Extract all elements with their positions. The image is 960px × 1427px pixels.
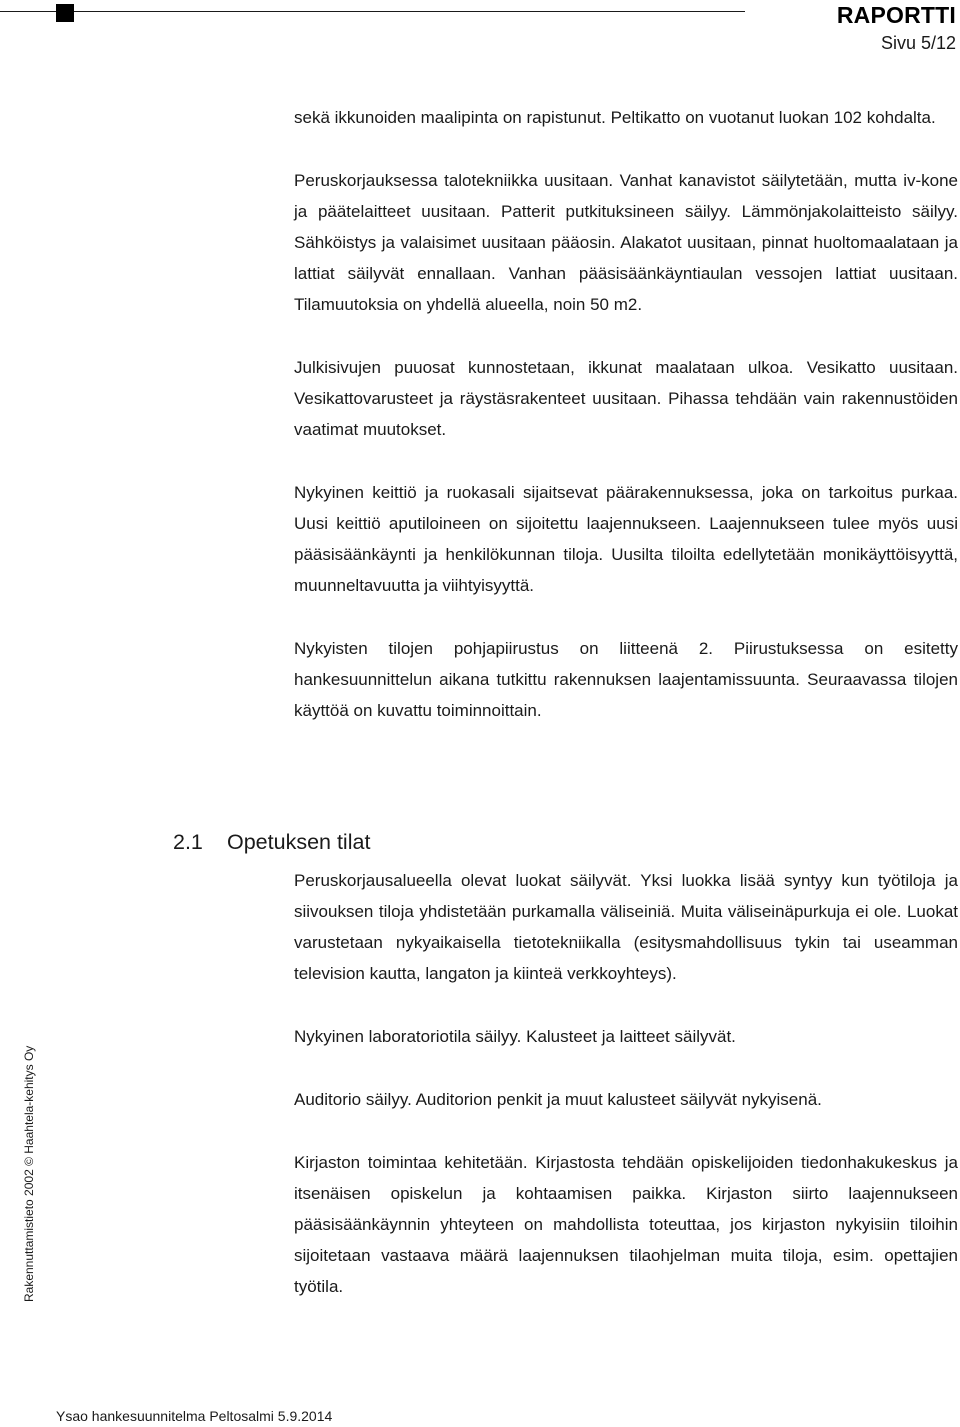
header-logo-square xyxy=(56,4,74,22)
report-title: RAPORTTI xyxy=(836,2,956,28)
paragraph: Kirjaston toimintaa kehitetään. Kirjastosta tehdään opiskelijoiden tiedonhakukeskus ja itsenäisen opiskelun ja kohtaamisen paikka. Kirjaston siirto laajennukseen pääsisäänkäynnin yhteyteen on mahdollista toteuttaa, jos kirjaston nykyisiin tiloihin sijoitetaan vastaava määrä laajennuksen tilaohjelman muita tiloja, esim. opettajien työtila. xyxy=(294,1153,958,1296)
section-title: Opetuksen tilat xyxy=(227,830,371,854)
paragraph: Julkisivujen puuosat kunnostetaan, ikkunat maalataan ulkoa. Vesikatto uusitaan. Vesikattovarusteet ja räystäsrakenteet uusitaan. Pihassa tehdään vain rakennustöiden vaatimat muutokset. xyxy=(294,358,958,439)
footer-text: Ysao hankesuunnitelma Peltosalmi 5.9.2014 xyxy=(56,1408,333,1424)
paragraph: Nykyinen laboratoriotila säilyy. Kalusteet ja laitteet säilyvät. xyxy=(294,1027,736,1046)
section-body-text xyxy=(294,865,958,1334)
section-number: 2.1 xyxy=(173,830,203,854)
paragraph: Peruskorjausalueella olevat luokat säilyvät. Yksi luokka lisää syntyy kun työtiloja ja siivouksen tiloja yhdistetään purkamalla väliseiniä. Muita väliseinäpurkuja ei ole. Luokat varustetaan nykyaikaisella tietotekniikalla (esitysmahdollisuus tykin tai useamman television kautta, langaton ja kiinteä verkkoyhteys). xyxy=(294,871,958,983)
paragraph: Peruskorjauksessa talotekniikka uusitaan. Vanhat kanavistot säilytetään, mutta iv-kone ja päätelaitteet uusitaan. Patterit putkituksineen säilyy. Lämmönjakolaitteisto säilyy. Sähköistys ja valaisimet uusitaan pääosin. Alakatot uusitaan, pinnat huoltomaalataan ja lattiat säilyvät ennallaan. Vanhan pääsisäänkäyntiaulan vessojen lattiat uusitaan. Tilamuutoksia on yhdellä alueella, noin 50 m2. xyxy=(294,171,958,314)
paragraph: Nykyinen keittiö ja ruokasali sijaitsevat päärakennuksessa, joka on tarkoitus purkaa. Uusi keittiö aputiloineen on sijoitettu laajennukseen. Laajennukseen tulee myös uusi pääsisäänkäynti ja henkilökunnan tiloja. Uusilta tiloilta edellytetään monikäyttöisyyttä, muunneltavuutta ja viihtyisyyttä. xyxy=(294,483,958,595)
paragraph: sekä ikkunoiden maalipinta on rapistunut. Peltikatto on vuotanut luokan 102 kohdalta. xyxy=(294,108,936,127)
paragraph: Nykyisten tilojen pohjapiirustus on liitteenä 2. Piirustuksessa on esitetty hankesuunnittelun aikana tutkittu rakennuksen laajentamissuunta. Seuraavassa tilojen käyttöä on kuvattu toiminnoittain. xyxy=(294,639,958,720)
copyright-side-text: Rakennuttamistieto 2002 © Haahtela-kehitys Oy xyxy=(22,1045,36,1302)
header-rule xyxy=(0,11,745,12)
page-number: Sivu 5/12 xyxy=(880,33,956,53)
section-heading xyxy=(173,830,370,855)
paragraph: Auditorio säilyy. Auditorion penkit ja muut kalusteet säilyvät nykyisenä. xyxy=(294,1090,822,1109)
body-text xyxy=(294,102,958,758)
